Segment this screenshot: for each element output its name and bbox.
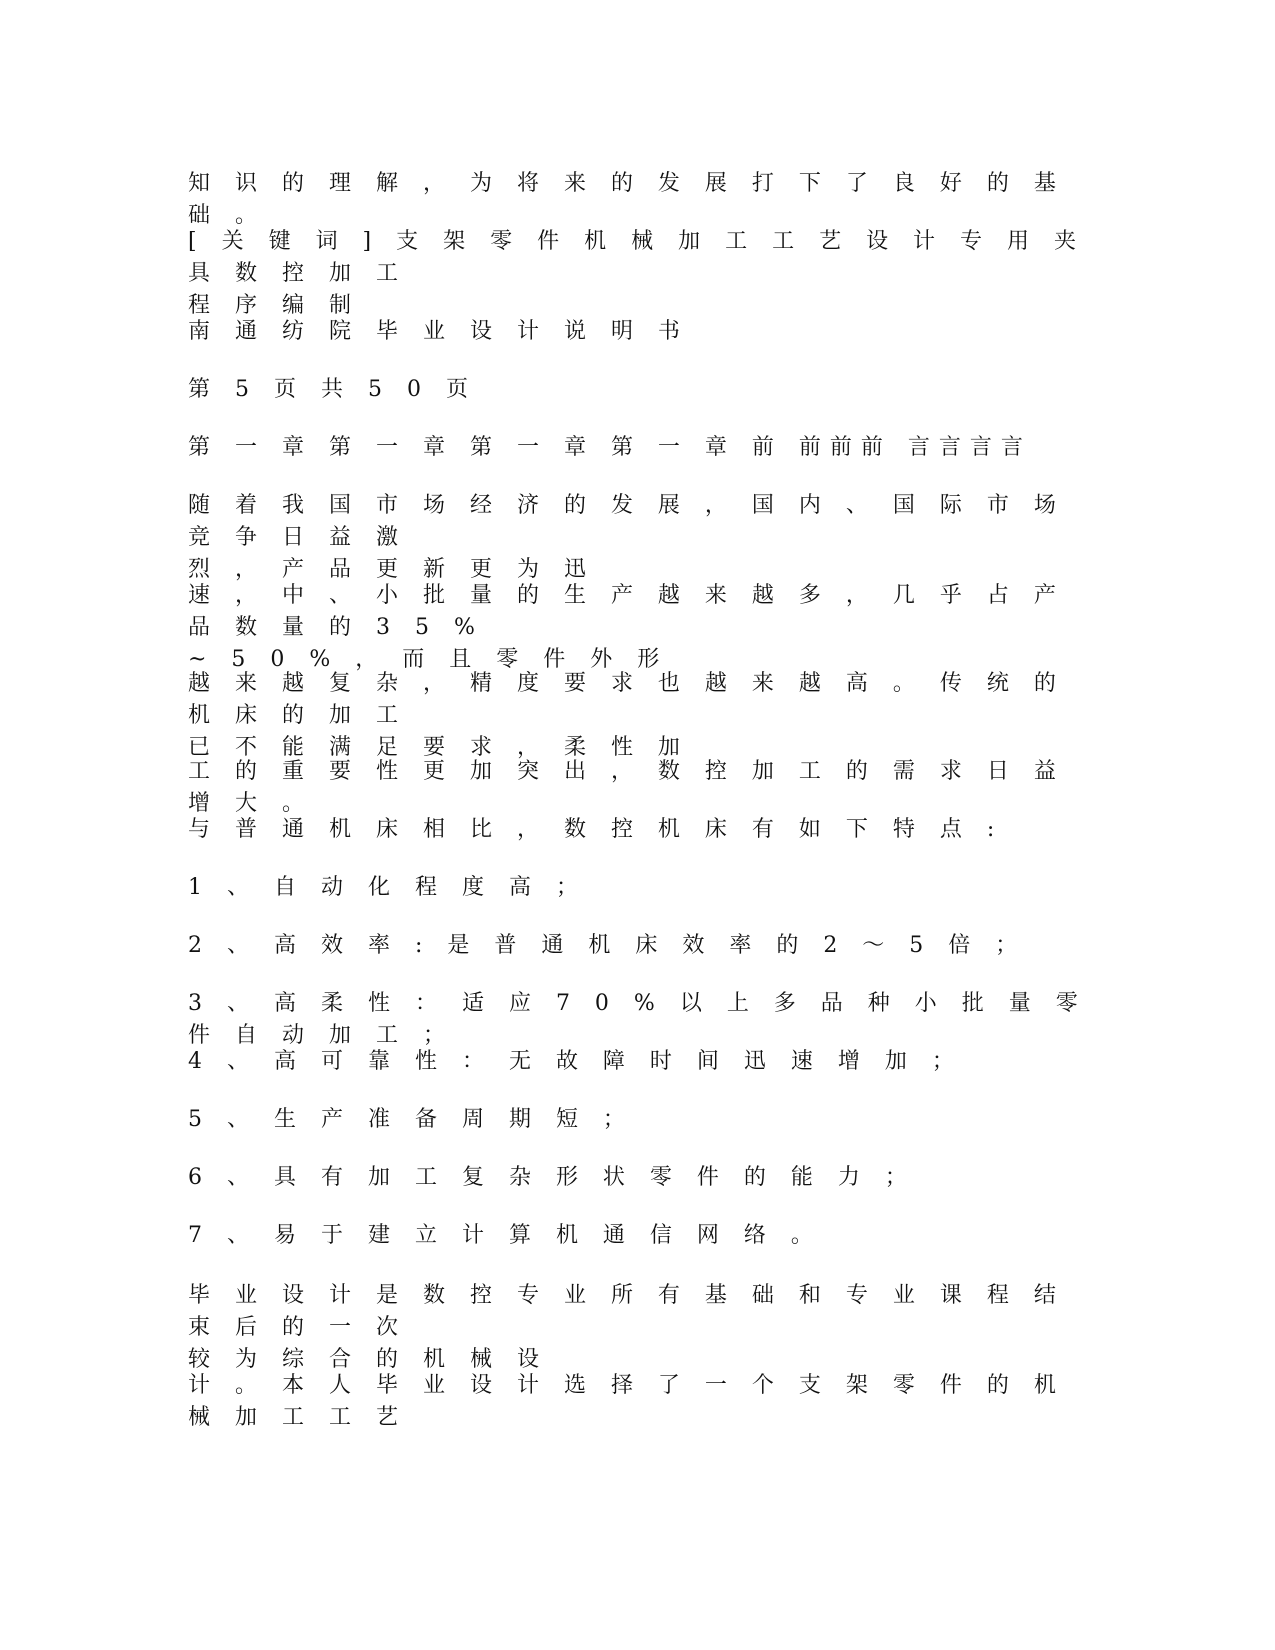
line: 程 序 编 制 bbox=[188, 293, 360, 318]
paragraph-8 bbox=[188, 668, 1098, 764]
line: 烈 ， 产 品 更 新 更 为 迅 bbox=[188, 557, 595, 582]
line: 1 、 自 动 化 程 度 高 ； bbox=[188, 875, 587, 900]
paragraph-7 bbox=[188, 580, 1098, 676]
line: 7 、 易 于 建 立 计 算 机 通 信 网 络 。 bbox=[188, 1223, 822, 1248]
list-item-7 bbox=[188, 1220, 1098, 1252]
line: 速 ， 中 、 小 批 量 的 生 产 越 来 越 多 ， 几 乎 占 产 品 数 量 的 3 5 % bbox=[188, 583, 1081, 640]
line: 越 来 越 复 杂 ， 精 度 要 求 也 越 来 越 高 。 传 统 的 机 床 的 加 工 bbox=[188, 671, 1081, 728]
chapter-heading bbox=[188, 432, 1098, 464]
page-header-school bbox=[188, 316, 1098, 348]
list-item-1 bbox=[188, 872, 1098, 904]
line: 6 、 具 有 加 工 复 杂 形 状 零 件 的 能 力 ； bbox=[188, 1165, 916, 1190]
paragraph-9 bbox=[188, 756, 1098, 820]
line: 3 、 高 柔 性 ： 适 应 7 0 % 以 上 多 品 种 小 批 量 零 件 自 动 加 工 ； bbox=[188, 991, 1103, 1048]
line: 第 一 章 第 一 章 第 一 章 第 一 章 前 前前前 言言言言 bbox=[188, 435, 1032, 460]
line: ~ 5 0 % ， 而 且 零 件 外 形 bbox=[188, 647, 669, 672]
line: [ 关 键 词 ] 支 架 零 件 机 械 加 工 工 艺 设 计 专 用 夹 具 数 控 加 工 bbox=[188, 229, 1102, 286]
paragraph-1 bbox=[188, 168, 1098, 232]
line: 南 通 纺 院 毕 业 设 计 说 明 书 bbox=[188, 319, 689, 344]
paragraph-keywords bbox=[188, 226, 1102, 322]
line: 5 、 生 产 准 备 周 期 短 ； bbox=[188, 1107, 634, 1132]
line: 2 、 高 效 率 : 是 普 通 机 床 效 率 的 2 ～ 5 倍 ； bbox=[188, 933, 1027, 958]
line: 计 。 本 人 毕 业 设 计 选 择 了 一 个 支 架 零 件 的 机 械 加 工 工 艺 bbox=[188, 1373, 1081, 1430]
page-number bbox=[188, 374, 1098, 406]
paragraph-18 bbox=[188, 1280, 1098, 1376]
paragraph-19 bbox=[188, 1370, 1098, 1434]
line: 4 、 高 可 靠 性 ： 无 故 障 时 间 迅 速 增 加 ； bbox=[188, 1049, 963, 1074]
line: 毕 业 设 计 是 数 控 专 业 所 有 基 础 和 专 业 课 程 结 束 后 的 一 次 bbox=[188, 1283, 1081, 1340]
paragraph-6 bbox=[188, 490, 1098, 586]
list-item-2 bbox=[188, 930, 1098, 962]
line: 与 普 通 机 床 相 比 ， 数 控 机 床 有 如 下 特 点 : bbox=[188, 817, 1004, 842]
list-item-4 bbox=[188, 1046, 1098, 1078]
line: 较 为 综 合 的 机 械 设 bbox=[188, 1347, 548, 1372]
line: 随 着 我 国 市 场 经 济 的 发 展 ， 国 内 、 国 际 市 场 竞 争 日 益 激 bbox=[188, 493, 1081, 550]
list-item-5 bbox=[188, 1104, 1098, 1136]
list-item-6 bbox=[188, 1162, 1098, 1194]
line: 工 的 重 要 性 更 加 突 出 ， 数 控 加 工 的 需 求 日 益 增 大 。 bbox=[188, 759, 1081, 816]
paragraph-10 bbox=[188, 814, 1098, 846]
line: 已 不 能 满 足 要 求 ， 柔 性 加 bbox=[188, 735, 689, 760]
line: 知 识 的 理 解 ， 为 将 来 的 发 展 打 下 了 良 好 的 基 础 。 bbox=[188, 171, 1081, 228]
list-item-3 bbox=[188, 988, 1103, 1052]
line: 第 5 页 共 5 0 页 bbox=[188, 377, 477, 402]
